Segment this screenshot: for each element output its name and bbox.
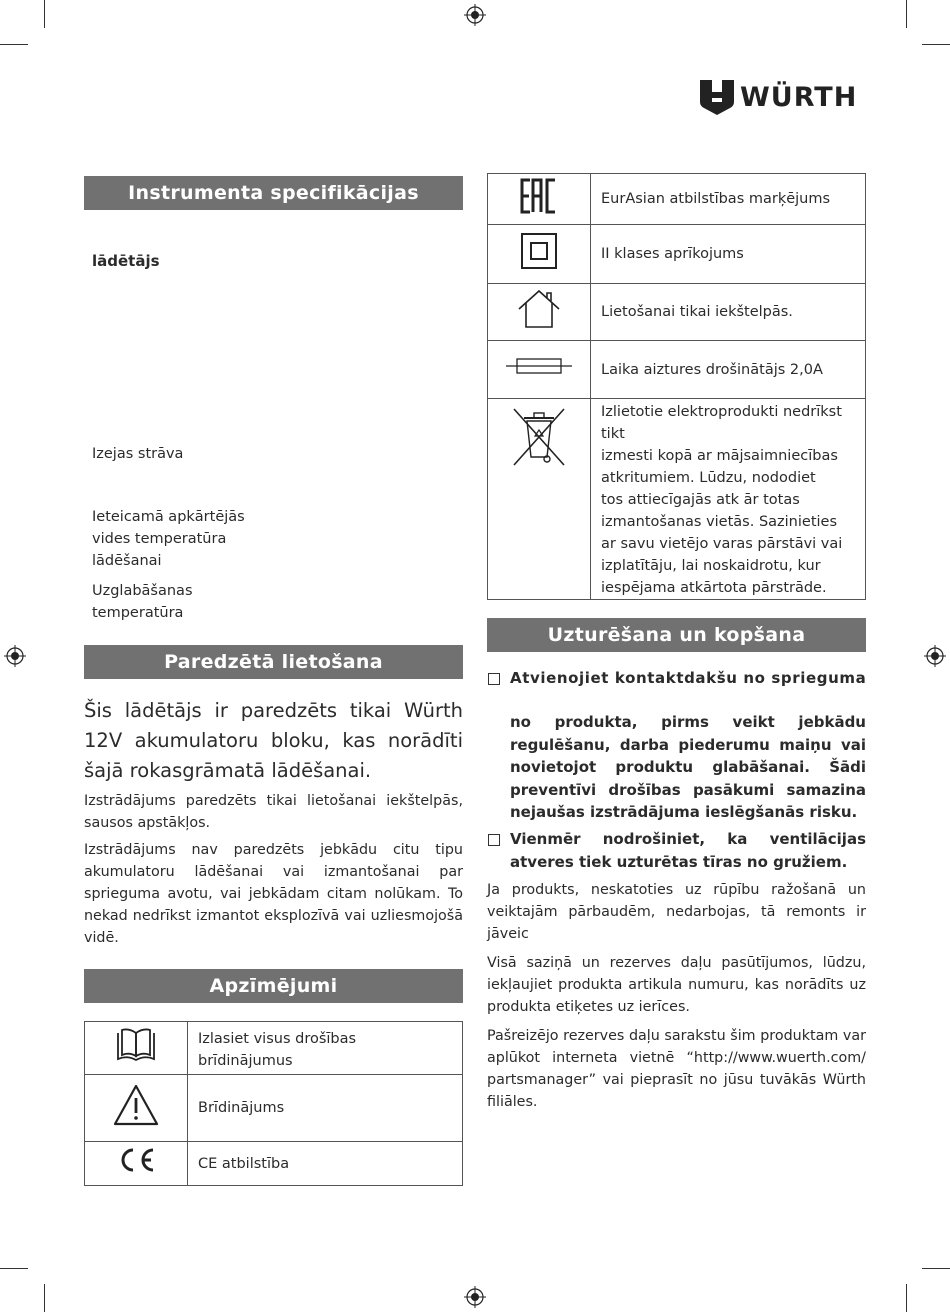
crop-mark (44, 0, 45, 28)
symbol-text-line: iespējama atkārtota pārstrāde. (601, 580, 827, 596)
section-header-intended-use: Paredzētā lietošana (84, 645, 463, 679)
symbol-text: CE atbilstība (188, 1142, 463, 1186)
ce-mark-icon (115, 1147, 157, 1173)
brand-wordmark: WÜRTH (740, 82, 858, 113)
symbol-text-line: izmantošanas vietās. Sazinieties (601, 514, 838, 530)
spec-label-line: Ieteicamā apkārtējās (92, 509, 245, 525)
symbol-row (85, 1075, 463, 1142)
symbol-icon-cell (488, 174, 591, 225)
crop-mark (906, 0, 907, 28)
symbol-row (488, 225, 866, 284)
maintenance-paragraph: Ja produkts, neskatoties uz rūpību ražošanā un veiktajām pārbaudēm, nedarbojas, tā remonts ir jāveic (487, 882, 866, 942)
symbol-text-line: izplatītāju, lai noskaidrotu, kur (601, 558, 821, 574)
section-header-specifications: Instrumenta specifikācijas (84, 176, 463, 210)
symbol-text: Laika aiztures drošinātājs 2,0A (591, 341, 866, 399)
bullet-box-icon (488, 673, 500, 685)
crop-mark (922, 44, 950, 45)
symbols-table-left (84, 1021, 463, 1186)
intended-use-lead: Šis lādētājs ir paredzēts tikai Würth 12V akumulatoru bloku, kas norādīti šajā rokasgrāmatā lādēšanai. (84, 699, 463, 782)
symbol-text-line: Izlietotie elektroprodukti nedrīkst tikt (601, 404, 842, 442)
crop-mark (44, 1284, 45, 1312)
symbol-icon-cell (85, 1075, 188, 1142)
crossed-bin-icon (510, 405, 568, 467)
registration-mark-icon (924, 645, 946, 667)
symbol-icon-cell (488, 399, 591, 600)
symbol-text-line: tos attiecīgajās atk ār totas (601, 492, 800, 508)
section-header-symbols: Apzīmējumi (84, 969, 463, 1003)
crop-mark (0, 1268, 28, 1269)
spec-label-line: temperatūra (92, 605, 184, 621)
maintenance-bullet-line: Atvienojiet kontaktdakšu no sprieguma (510, 669, 867, 687)
house-indoor-icon (516, 289, 562, 329)
spec-label-storage-temperature (92, 580, 193, 624)
spec-label-charger: lādētājs (92, 252, 160, 270)
symbol-icon-cell (488, 341, 591, 399)
symbol-text: EurAsian atbilstības marķējums (591, 174, 866, 225)
spec-label-line: lādēšanai (92, 553, 162, 569)
symbol-text: II klases aprīkojums (591, 225, 866, 284)
registration-mark-icon (464, 4, 486, 26)
symbol-text: Lietošanai tikai iekštelpās. (591, 284, 866, 341)
symbol-icon-cell (85, 1142, 188, 1186)
symbol-row (85, 1142, 463, 1186)
intended-use-paragraph: Izstrādājums nav paredzēts jebkādu citu tipu akumulatoru lādēšanai vai izmantošanai par sprieguma avotu, vai jebkādam citam nolūkam. To nekad nedrīkst izmantot eksplozīvā vai uzliesmojošā vidē. (84, 842, 463, 946)
symbol-row (488, 284, 866, 341)
symbol-row (488, 341, 866, 399)
maintenance-bullet-text: Vienmēr nodrošiniet, ka ventilācijas atveres tiek uzturētas tīras no gružiem. (510, 830, 866, 871)
symbol-row (488, 174, 866, 225)
crop-mark (906, 1284, 907, 1312)
symbol-row (85, 1022, 463, 1075)
symbol-text: Izlasiet visus drošības brīdinājumus (188, 1022, 463, 1075)
registration-mark-icon (4, 645, 26, 667)
symbol-icon-cell (488, 284, 591, 341)
warning-triangle-icon (112, 1083, 160, 1127)
brand-logo (700, 80, 868, 116)
class-ii-icon (520, 232, 558, 270)
fuse-icon (506, 356, 572, 376)
spec-label-charging-temperature (92, 506, 245, 572)
bullet-box-icon (488, 834, 500, 846)
eac-mark-icon (519, 177, 559, 215)
maintenance-bullet-text: no produkta, pirms veikt jebkādu regulēšanu, darba piederumu maiņu vai novietojot produktu glabāšanai. Šādi preventīvi drošības pasākumi samazina nejaušas izstrādājuma ieslēgšanās risku. (510, 713, 866, 821)
symbol-text (591, 399, 866, 600)
maintenance-paragraph: Pašreizējo rezerves daļu sarakstu šim produktam var aplūkot interneta vietnē “http://www.wuerth.com/ partsmanager” vai pieprasīt no jūsu tuvākās Würth filiāles. (487, 1028, 866, 1110)
symbol-text: Brīdinājums (188, 1075, 463, 1142)
symbol-text-line: ar savu vietējo varas pārstāvi vai (601, 536, 843, 552)
symbol-icon-cell (85, 1022, 188, 1075)
spec-label-line: Uzglabāšanas (92, 583, 193, 599)
wurth-emblem-icon (700, 80, 734, 116)
section-header-maintenance: Uzturēšana un kopšana (487, 618, 866, 652)
symbol-icon-cell (488, 225, 591, 284)
symbol-text-line: izmesti kopā ar mājsaimniecības (601, 448, 838, 464)
intended-use-paragraph: Izstrādājums paredzēts tikai lietošanai iekštelpās, sausos apstākļos. (84, 793, 463, 831)
crop-mark (0, 44, 28, 45)
registration-mark-icon (464, 1286, 486, 1308)
symbols-table-right (487, 173, 866, 600)
symbol-text-line: atkritumiem. Lūdzu, nododiet (601, 470, 816, 486)
maintenance-paragraph: Visā saziņā un rezerves daļu pasūtījumos, lūdzu, iekļaujiet produkta artikula numuru, kas norādīts uz produkta etiķetes uz ierīces. (487, 955, 866, 1015)
spec-label-line: vides temperatūra (92, 531, 227, 547)
symbol-row (488, 399, 866, 600)
spec-label-output-current: Izejas strāva (92, 446, 184, 462)
crop-mark (922, 1268, 950, 1269)
book-icon (114, 1027, 158, 1063)
